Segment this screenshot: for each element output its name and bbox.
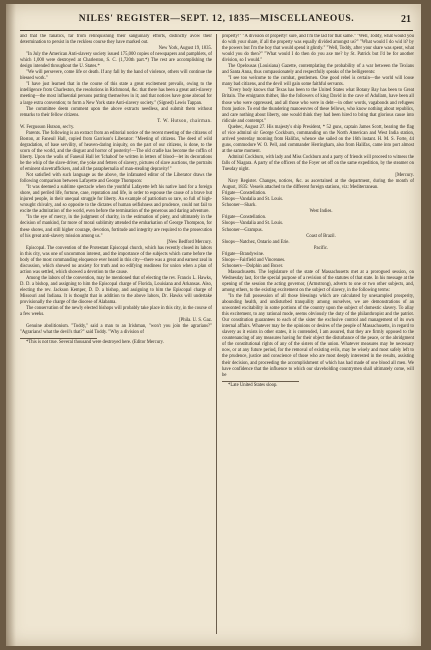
paragraph: "In July the American Anti-slavery society issued 175,000 copies of newspapers and pamphlets, of which 1,000 were destroyed at Charleston, S. C. (1,720th part.*) The rest are accomplishing the design intended throughout the U. States.* (20, 52, 212, 70)
signature: W. Fergusson Hutson, sec'ry. (20, 124, 75, 130)
column-rule (216, 34, 217, 634)
paragraph: The committee deem comment upon the above extracts needless, and submit them without remarks to their fellow citizens. (20, 106, 212, 118)
paragraph: Quebec, August 27. His majesty's ship President, * 52 guns, captain James Scott, bearing the flag of vice admiral sir George Cockburn, commanding on the North American and West India station, arrived yesterday morning from Halifax, whence she sailed on the 16th instant. H. M. S. Forte, 44 guns, commodore W. O. Pell, and commander Herringham, also from Halifax, came into port almost at the same moment. (222, 124, 414, 154)
left-column (20, 34, 212, 638)
paragraph: The conservation of the newly elected bishops will probably take place in this city, in the course of a few weeks. (20, 306, 212, 318)
vessel-list-item: Frigate—Constellation. (222, 215, 267, 221)
running-header (20, 14, 413, 28)
vessel-list-item: Schooner—Grampus. (222, 227, 263, 233)
paragraph: Parents. The following is an extract from an editorial notice of the recent meeting of the citizens of Boston, at Faneuil Hall, copied from Garrison's Liberator: "Meeting of citizens. The deed of wild degradation, of base servility, of heaven-daring iniquity, on the part of our citizens, is done, to the scorn of the world, and the disgust and horror of posterity!—The old cradle has become the coffin of liberty. Upon the walls of Faneuil Hall let 'Ichabod' be written in letters of blood—let its decorations be the whip of the slave-driver, the yoke and fetters of slavery, pictures of slave auctions, the portraits of eminent slavetraffickers, and all the paraphernalia of man-stealing depravity!" (20, 130, 212, 173)
paragraph: "In the full possession of all those blessings which are calculated by unexampled prosperity, abounding health, and undisturbed tranquility among ourselves, we are demonstrations of an unwonted excitability in some portions of the country upon the subject of domestic slavery. To allay this excitement, to any rational mode, seems obviously the duty of the philanthropist and the patriot. Our constitution guarantees to each of the sister the exclusive control and management of its own internal affairs. Whatever may be the opinions or desires of the people of Massachusetts, in regard to slavery as it exists in other states, it is contended, I am assured, that they are firmly opposed to the countenancing of any measures having for their object the disturbance of the peace, or the abridgment of the constitutional rights of any of the sisters of the union. Whatever measures may be necessary now, or at any future period, for the removal of existing evils, may be wisely and most safely left to the prudence, justice and conscience of those who are most deeply interested in the results, assisting their decision, and proceeding the accomplishment of which has had made of one blood all men. We have confidence that the influence to which our slaveholding countrymen shall ultimately come, will be (222, 294, 414, 378)
footnote-rule (222, 381, 299, 382)
vessel-list-item: Sloops—Fairfield and Vincennes. (222, 257, 286, 263)
paragraph: and that the fanatics, far from relinquishing their sanguinary efforts, distinctly avow their determination to persist in the reckless course they have marked out. (20, 34, 212, 46)
paragraph: Among the labors of the convention, may be mentioned that of electing the rev. Francis L. Hawks, D. D. a bishop, and assigning to him the Episcopal charge of Florida, Louisiana and Arkansas. Also, electing the rev. Jackson Kemper, D. D. a bishop, and assigning to him the Episcopal charge of Missouri and Indiana. It is thought that in addition to the above labors, Dr. Hawks will undertake provisionally the charge of the diocese of Alabama. (20, 275, 212, 306)
header-title: NILES' REGISTER—SEPT. 12, 1835—MISCELLANEOUS. (78, 14, 355, 24)
source-credit: [New Bedford Mercury. (166, 239, 212, 245)
dateline: New York, August 19, 1835. (158, 46, 212, 52)
station-heading: Pacific. (313, 245, 329, 251)
header-rule (20, 30, 413, 31)
footnote: *Late United States sloop. (228, 382, 278, 388)
paragraph: property!" "A division of property! sure, and I'm the lad for that same." "Well, Toddy, what would you do with your share, if all the property was equally divided amongst us?" "What would I do wid it? by the powers but I'm the boy that would spend it glintly." "Well, Toddy, after your share was spent, what would you do then?" "What would I do then do you axe me? by St. Patrick but I'd be for another division, so I would." (222, 34, 414, 64)
source-credit: [Phila. U. S. Gaz. (179, 318, 212, 324)
station-heading: Coast of Brazil. (306, 233, 336, 239)
paragraph: Episcopal. The convention of the Protestant Episcopal church, which has recently closed its labors in this city, was one of uncommon interest, and the importance of the subjects which came before the body of the most commanding eloquence ever heard in this city—there was a great and earnest zeal in discussion, which showed no anxiety for truth and no edifying readiness for union when a plan of action was settled, which showed a devotion to the cause. (20, 245, 212, 275)
paragraph: "I see too welcome to the combat, gentlemen. One good rebel is certain—the world will loose many bad citizens, and the devil will gain some faithful servants. (222, 76, 414, 88)
page-gutter-shadow (6, 4, 16, 646)
paragraph: "In the eye of mercy, in the judgment of charity, in the estimation of piety, and ultimately in the decision of mankind, far more of moral sublimity attended the embarkation of George Thompson, for these shores, and still higher courage, devotion, fortitude and integrity are required to the prosecution of his great anti-slavery mission among us." (20, 215, 212, 239)
vessel-list-item: Schooner—Shark. (222, 203, 257, 209)
paragraph: Not satisfied with such language as the above, the infatuated editor of the Liberator draws the following comparison between Lafayette and George Thompson: (20, 173, 212, 185)
paragraph: Genuine abolitionism. "Toddy," said a man to an Irishman, "won't you join the agrarians?" "Agrarians! what the devil's that?" said Toddy. "Why a division of (20, 324, 212, 336)
footnote: *This is not true. Several thousand were destroyed here. (Editor Mercury. (26, 340, 164, 346)
source-credit: [Mercury. (395, 173, 414, 179)
paragraph: Massachusetts. The legislature of the state of Massachusetts met at a prorogued session, on Wednesday last, for the special purpose of a revision of the statutes of that state. In his message at the opening of the session the acting governor, (Armstrong), adverts to one or two other subjects, and, among others, to the existing excitement on the subject of slavery, in the following terms: (222, 269, 414, 293)
right-column (222, 34, 414, 638)
paragraph: "Every body knows that Texas has been to the United States what Botany Bay has been to Great Britain. The emigrants thither, like the followers of king David in the cave of Adullam, have been all those who were oppressed, and all those who were in debt—in other words, vagabonds and refugees from justice. To end the thundering manoeuvres of these fellows, who know nothing about republics, and care nothing about liberty, one would think they had been hired to bring that glorious cause into ridicule and contempt." (222, 88, 414, 124)
station-heading: West Indies. (309, 209, 333, 215)
newspaper-page (6, 4, 421, 646)
page-number: 21 (401, 14, 411, 25)
paragraph: "I have just learned that in the course of this state a great excitement prevails, owing to the intelligence from Charleston, the resolutions in Richmond, &c. that there has been a great anti-slavery meeting—the most influential persons putting themselves in it; and that notices have gone abroad for a large extra convention; to form a New York state Anti-slavery society." (Signed) Lewis Tappan. (20, 82, 212, 106)
vessel-list-item: Frigate—Brandywine. (222, 251, 265, 257)
footnote-rule (20, 338, 97, 339)
vessel-list-item: Schooners—Dolphin and Boxer. (222, 263, 284, 269)
signature: T. W. Hutson, chairman. (157, 118, 212, 124)
vessel-list-item: Sloops—Natchez, Ontario and Erie. (222, 239, 290, 245)
paragraph: The Opelousas (Louisiana) Gazette, contemplating the probability of a war between the Texians and Santa Anna, thus compassionately and respectfully speaks of the belligerents: (222, 64, 414, 76)
paragraph: "It was deemed a sublime spectacle when the youthful Lafayette left his native land for a foreign shore, and periled life, fortune, case, reputation and life, in order to espouse the cause of a brave but injured people, in their unequal struggle for liberty. An example of patriotism so rare, so full of high-wrought chivalry, and so opposite to the dictates of human selfishness and prudence, could not fail to excite the admiration of the world, even before the termination of the generous and daring adventure. (20, 185, 212, 215)
paragraph: "We will persevere, come life or death. If any fall by the hand of violence, others will continue the blessed work." (20, 70, 212, 82)
paragraph: Admiral Cockburn, with lady and Miss Cockburn and a party of friends will proceed to witness the falls of Niagara. A party of the officers of the Foyer set off on the same expedition, by the steamer on Tuesday night. (222, 154, 414, 173)
vessel-list-item: Sloops—Vandalia and St. Louis. (222, 197, 284, 203)
paragraph: Navy Register. Changes, notices, &c. as ascertained at the department, during the month of August, 1835: Vessels attached to the different foreign stations, viz: Mediterranean. (222, 179, 414, 191)
vessel-list-item: Frigate—Constellation. (222, 191, 267, 197)
vessel-list-item: Sloops—Vandalia and St. Louis. (222, 221, 284, 227)
